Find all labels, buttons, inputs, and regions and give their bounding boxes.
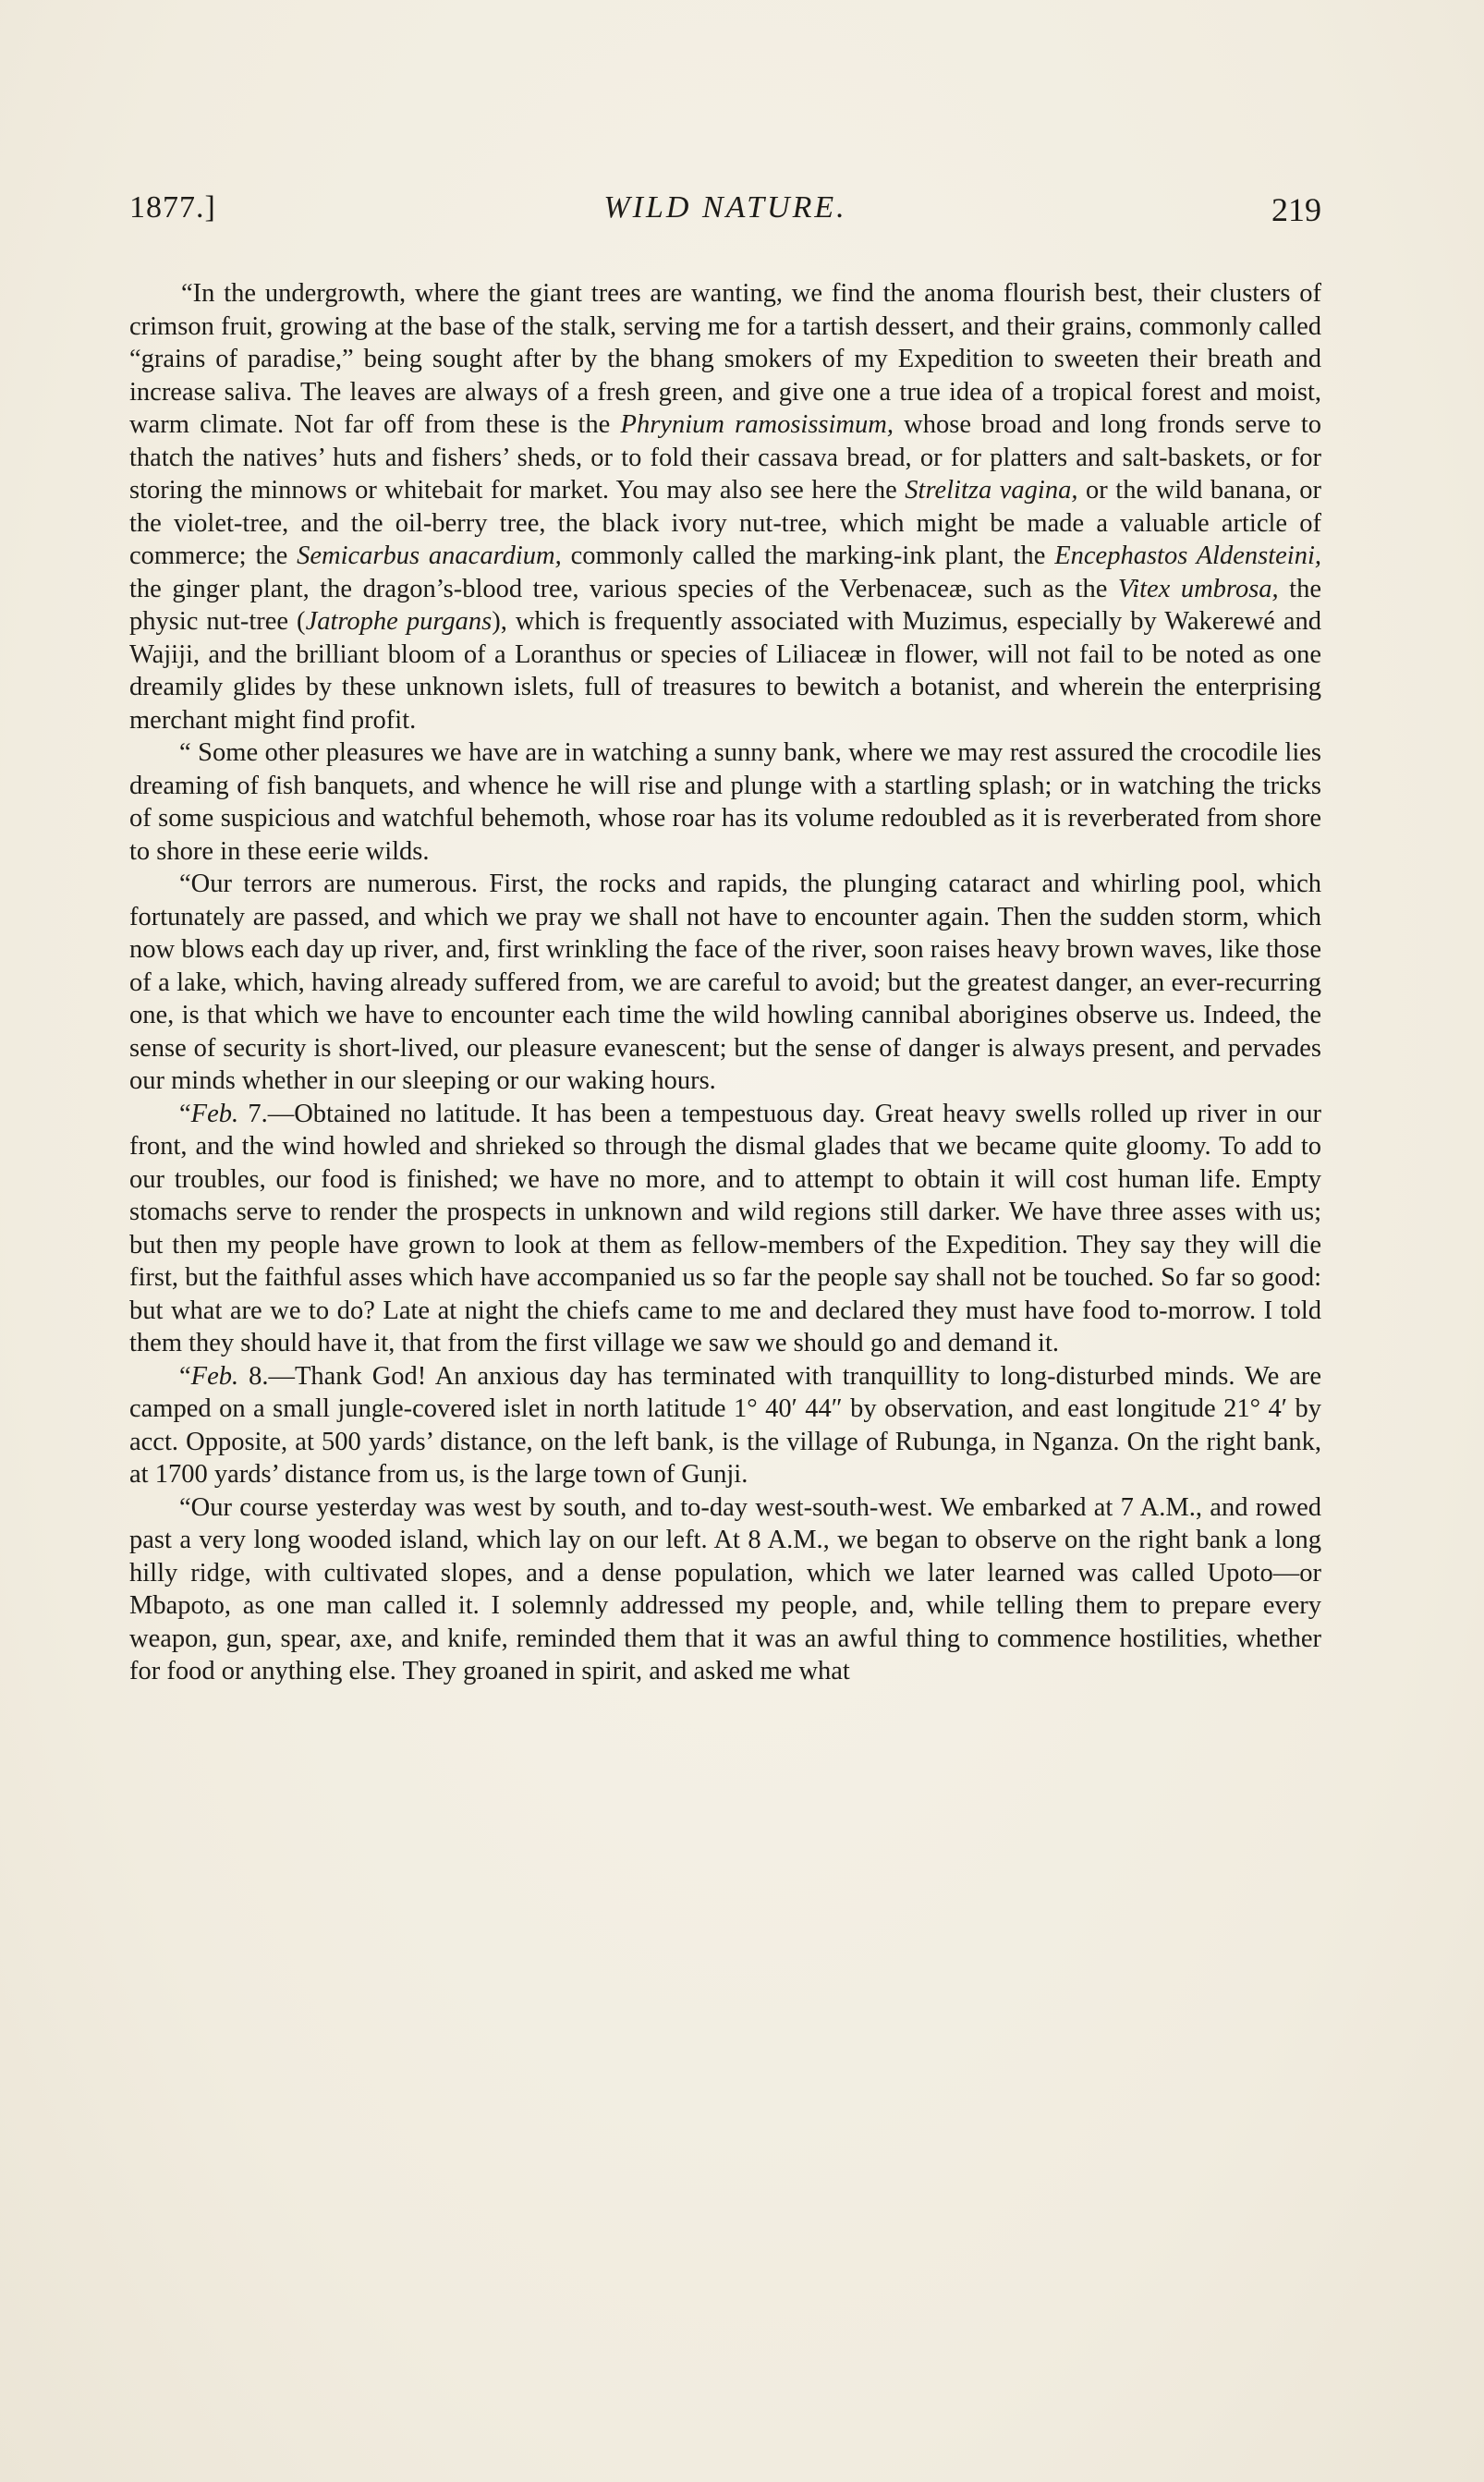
italic-run: Feb.: [190, 1099, 239, 1128]
paragraph: “Feb. 8.—Thank God! An anxious day has terminated with tranquillity to long-disturbed minds. We are camped on a small jungle-covered islet in north latitude 1° 40′ 44″ by observation, and east longitude 21° 4′ by acct. Opposite, at 500 yards’ distance, on the left bank, is the village of Rubunga, in Nganza. On the right bank, at 1700 yards’ distance from us, is the large town of Gunji.: [129, 1361, 1321, 1489]
italic-run: Semicarbus anacardium,: [297, 541, 562, 570]
italic-run: Feb.: [190, 1361, 239, 1391]
paragraph: “In the undergrowth, where the giant trees are wanting, we find the anoma flourish best, their clusters of crimson fruit, growing at the base of the stalk, serving me for a tartish dessert, and their grains, commonly called “grains of paradise,” being sought after by the bhang smokers of my Expedition to sweeten their breath and increase saliva. The leaves are always of a fresh green, and give one a true idea of a tropical forest and moist, warm climate. Not far off from these is the Phrynium ramosissimum, whose broad and long fronds serve to thatch the natives’ huts and fishers’ sheds, or to fold their cassava bread, or for platters and salt-baskets, or for storing the minnows or whitebait for market. You may also see here the Strelitza vagina, or the wild banana, or the violet-tree, and the oil-berry tree, the black ivory nut-tree, which might be made a valuable article of commerce; the Semicarbus anacardium, commonly called the marking-ink plant, the Encephastos Aldensteini, the ginger plant, the dragon’s-blood tree, various species of the Verbenaceæ, such as the Vitex umbrosa, the physic nut-tree (Jatrophe purgans), which is frequently associated with Muzimus, especially by Wakerewé and Wajiji, and the brilliant bloom of a Loranthus or species of Liliaceæ in flower, will not fail to be noted as one dreamily glides by these unknown islets, full of treasures to bewitch a botanist, and wherein the enterprising merchant might find profit.: [129, 279, 1321, 735]
italic-run: Phrynium ramosissimum,: [620, 410, 894, 439]
italic-run: Jatrophe purgans: [305, 607, 493, 636]
paragraph: “Our course yesterday was west by south, and to-day west-south-west. We embarked at 7 A.M., and rowed past a very long wooded island, which lay on our left. At 8 A.M., we began to observe on the right bank a long hilly ridge, with cultivated slopes, and a dense population, which we later learned was called Upoto—or Mbapoto, as one man called it. I solemnly addressed my people, and, while telling them to prepare every weapon, gun, spear, axe, and knife, reminded them that it was an awful thing to commence hostilities, whether for food or anything else. They groaned in spirit, and asked me what: [129, 1492, 1321, 1685]
body-text: [129, 277, 1321, 1688]
paragraph: “Feb. 7.—Obtained no latitude. It has been a tempestuous day. Great heavy swells rolled up river in our front, and the wind howled and shrieked so through the dismal glades that we became quite gloomy. To add to our troubles, our food is finished; we have no more, and to attempt to obtain it will cost human life. Empty stomachs serve to render the prospects in unknown and wild regions still darker. We have three asses with us; but then my people have grown to look at them as fellow-members of the Expedition. They say they will die first, but the faithful asses which have accompanied us so far the people say shall not be touched. So far so good: but what are we to do? Late at night the chiefs came to me and declared they must have food to-morrow. I told them they should have it, that from the first village we saw we should go and demand it.: [129, 1099, 1321, 1357]
paragraph: “Our terrors are numerous. First, the rocks and rapids, the plunging cataract and whirling pool, which fortunately are passed, and which we pray we shall not have to encounter again. Then the sudden storm, which now blows each day up river, and, first wrinkling the face of the river, soon raises heavy brown waves, like those of a lake, which, having already suffered from, we are careful to avoid; but the greatest danger, an ever-recurring one, is that which we have to encounter each time the wild howling cannibal aborigines observe us. Indeed, the sense of security is short-lived, our pleasure evanescent; but the sense of danger is always present, and pervades our minds whether in our sleeping or our waking hours.: [129, 870, 1321, 1095]
running-head: [129, 190, 1321, 238]
running-head-year: 1877.]: [129, 190, 216, 225]
italic-run: Encephastos Aldensteini,: [1054, 541, 1321, 570]
page-number: 219: [1271, 191, 1321, 228]
italic-run: Strelitza vagina,: [905, 476, 1078, 505]
running-head-title: WILD NATURE.: [603, 190, 847, 225]
paragraph: “ Some other pleasures we have are in watching a sunny bank, where we may rest assured the crocodile lies dreaming of fish banquets, and whence he will rise and plunge with a startling splash; or in watching the tricks of some suspicious and watchful behemoth, whose roar has its volume redoubled as it is reverberated from shore to shore in these eerie wilds.: [129, 738, 1321, 866]
italic-run: Vitex umbrosa,: [1117, 574, 1279, 603]
